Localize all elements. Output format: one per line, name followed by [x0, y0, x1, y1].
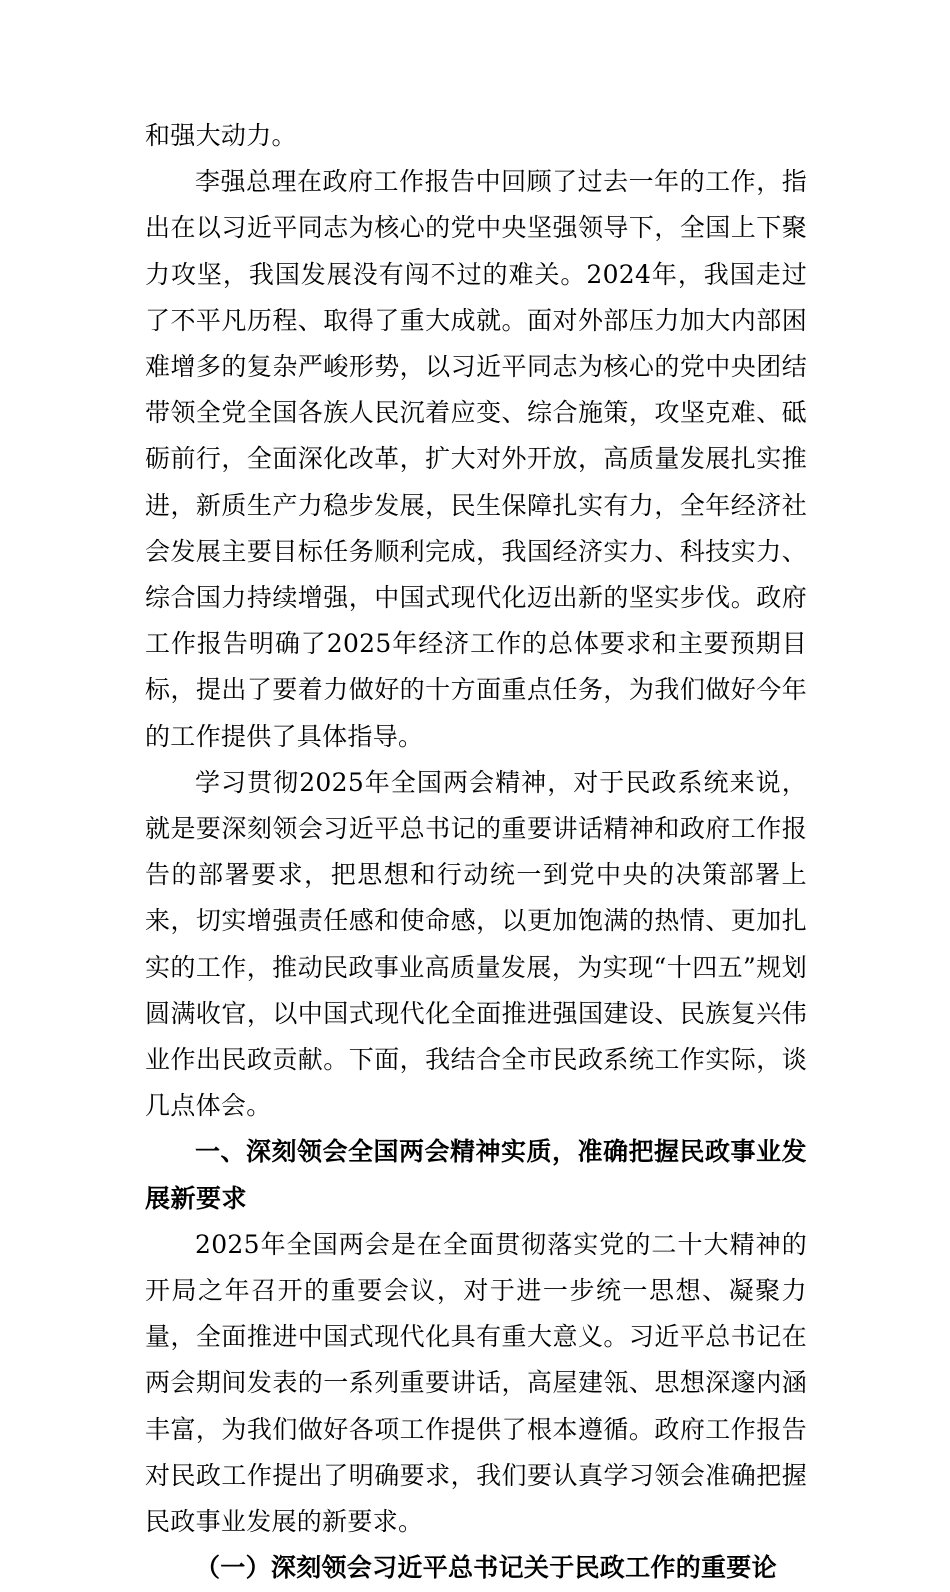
subsection-heading-1: （一）深刻领会习近平总书记关于民政工作的重要论	[195, 1553, 777, 1583]
paragraph-continued: 和强大动力。	[145, 121, 297, 150]
paragraph-two-sessions-significance: 2025年全国两会是在全面贯彻落实党的二十大精神的开局之年召开的重要会议，对于进一步统一思想、凝聚力量，全面推进中国式现代化具有重大意义。习近平总书记在两会期间发表的一系列重要讲话，高屋建瓴、思想深邃内涵丰富，为我们做好各项工作提供了根本遵循。政府工作报告对民政工作提出了明确要求，我们要认真学习领会准确把握民政事业发展的新要求。	[145, 1229, 807, 1537]
section-heading-1: 一、深刻领会全国两会精神实质，准确把握民政事业发展新要求	[145, 1137, 808, 1213]
paragraph-work-report-review: 李强总理在政府工作报告中回顾了过去一年的工作，指出在以习近平同志为核心的党中央坚强领导下，全国上下聚力攻坚，我国发展没有闯不过的难关。2024年，我国走过了不平凡历程、取得了重大成就。面对外部压力加大内部困难增多的复杂严峻形势，以习近平同志为核心的党中央团结带领全党全国各族人民沉着应变、综合施策，攻坚克难、砥砺前行，全面深化改革，扩大对外开放，高质量发展扎实推进，新质生产力稳步发展，民生保障扎实有力，全年经济社会发展主要目标任务顺利完成，我国经济实力、科技实力、综合国力持续增强，中国式现代化迈出新的坚实步伐。政府工作报告明确了2025年经济工作的总体要求和主要预期目标，提出了要着力做好的十方面重点任务，为我们做好今年的工作提供了具体指导。	[145, 167, 807, 751]
paragraph-study-two-sessions: 学习贯彻2025年全国两会精神，对于民政系统来说，就是要深刻领会习近平总书记的重要讲话精神和政府工作报告的部署要求，把思想和行动统一到党中央的决策部署上来，切实增强责任感和使命感，以更加饱满的热情、更加扎实的工作，推动民政事业高质量发展，为实现“十四五”规划圆满收官，以中国式现代化全面推进强国建设、民族复兴伟业作出民政贡献。下面，我结合全市民政系统工作实际，谈几点体会。	[145, 767, 807, 1121]
document-body	[145, 113, 807, 1592]
